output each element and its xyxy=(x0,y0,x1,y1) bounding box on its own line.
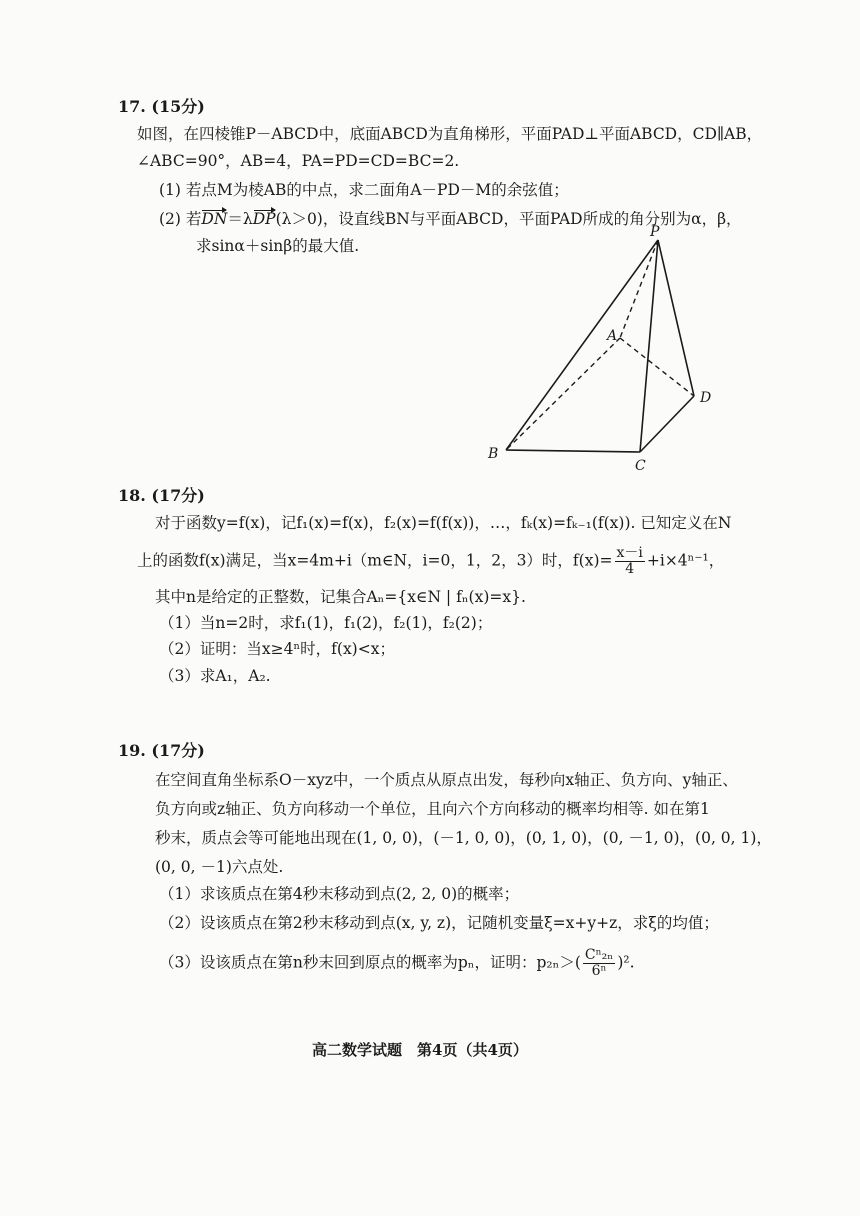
q19-part2: （2）设该质点在第2秒末移动到点(x, y, z)，记随机变量ξ=x+y+z，求ξ的均值； xyxy=(159,914,719,932)
edge-ab xyxy=(506,338,620,450)
q18-part2: （2）证明：当x≥4ⁿ时，f(x)<x； xyxy=(159,640,395,658)
vector-dn: DN xyxy=(201,210,228,228)
edge-pc xyxy=(640,240,658,452)
page-footer: 高二数学试题 第4页（共4页） xyxy=(312,1041,528,1059)
label-p: P xyxy=(650,224,660,240)
vector-dp: DP xyxy=(252,210,276,228)
q19-line2: 负方向或z轴正、负方向移动一个单位，且向六个方向移动的概率均相等. 如在第1 xyxy=(155,800,710,818)
pyramid-figure xyxy=(480,220,740,480)
q17-part2-eq: ＝λ xyxy=(227,210,253,228)
fraction-denominator: 4 xyxy=(625,561,635,577)
q19-part3-suffix: )². xyxy=(617,953,635,972)
fraction xyxy=(583,948,615,979)
fraction-numerator: Cⁿ₂ₙ xyxy=(584,947,614,963)
q18-line2-prefix: 上的函数f(x)满足，当x=4m+i（m∈N，i=0，1，2，3）时，f(x)= xyxy=(137,551,613,570)
label-a: A xyxy=(607,328,618,344)
edge-pb xyxy=(506,240,658,450)
q18-line1: 对于函数y=f(x)，记f₁(x)=f(x)，f₂(x)=f(f(x))，…，fₖ(x)=fₖ₋₁(f(x)). 已知定义在N xyxy=(155,514,732,532)
label-b: B xyxy=(488,446,499,462)
q19-part3-prefix: （3）设该质点在第n秒末回到原点的概率为pₙ，证明：p₂ₙ＞( xyxy=(159,953,581,972)
q18-header: 18. (17分) xyxy=(118,486,205,505)
q18-line2 xyxy=(137,546,724,577)
label-c: C xyxy=(635,458,646,474)
fraction-denominator: 6ⁿ xyxy=(591,963,607,979)
q19-part3 xyxy=(159,948,635,979)
q19-line1: 在空间直角坐标系O－xyz中，一个质点从原点出发，每秒向x轴正、负方向、y轴正、 xyxy=(155,771,738,789)
q17-stem-line1: 如图，在四棱锥P－ABCD中，底面ABCD为直角梯形，平面PAD⊥平面ABCD，CD∥AB， xyxy=(137,125,763,143)
q17-part2-line2: 求sinα＋sinβ的最大值. xyxy=(196,237,360,255)
edge-cd xyxy=(640,396,694,452)
q17-part2-prefix: (2) 若 xyxy=(159,210,202,228)
q19-header: 19. (17分) xyxy=(118,741,205,760)
q17-stem-line2: ∠ABC=90°，AB=4，PA=PD=CD=BC=2. xyxy=(137,152,460,170)
edge-bc xyxy=(506,450,640,452)
q18-line3: 其中n是给定的正整数，记集合Aₙ={x∈N | fₙ(x)=x}. xyxy=(155,588,526,606)
q18-line2-suffix: +i×4ⁿ⁻¹， xyxy=(646,551,725,570)
edge-pa xyxy=(620,240,658,338)
fraction-numerator: x－i xyxy=(616,545,643,561)
q18-part1: （1）当n=2时，求f₁(1)，f₁(2)，f₂(1)，f₂(2)； xyxy=(159,614,493,632)
q19-line3: 秒末，质点会等可能地出现在(1, 0, 0)，(－1, 0, 0)，(0, 1, 0)，(0, －1, 0)，(0, 0, 1)， xyxy=(155,829,772,847)
q19-line4: (0, 0, －1)六点处. xyxy=(155,858,284,876)
label-d: D xyxy=(700,390,712,406)
q17-header: 17. (15分) xyxy=(118,97,205,116)
fraction xyxy=(615,546,645,577)
q18-part3: （3）求A₁，A₂. xyxy=(159,667,271,685)
q17-part2-rest: (λ＞0)，设直线BN与平面ABCD，平面PAD所成的角分别为α，β， xyxy=(275,210,742,228)
q19-part1: （1）求该质点在第4秒末移动到点(2, 2, 0)的概率； xyxy=(159,885,520,903)
q17-part1: (1) 若点M为棱AB的中点，求二面角A－PD－M的余弦值； xyxy=(159,181,569,199)
